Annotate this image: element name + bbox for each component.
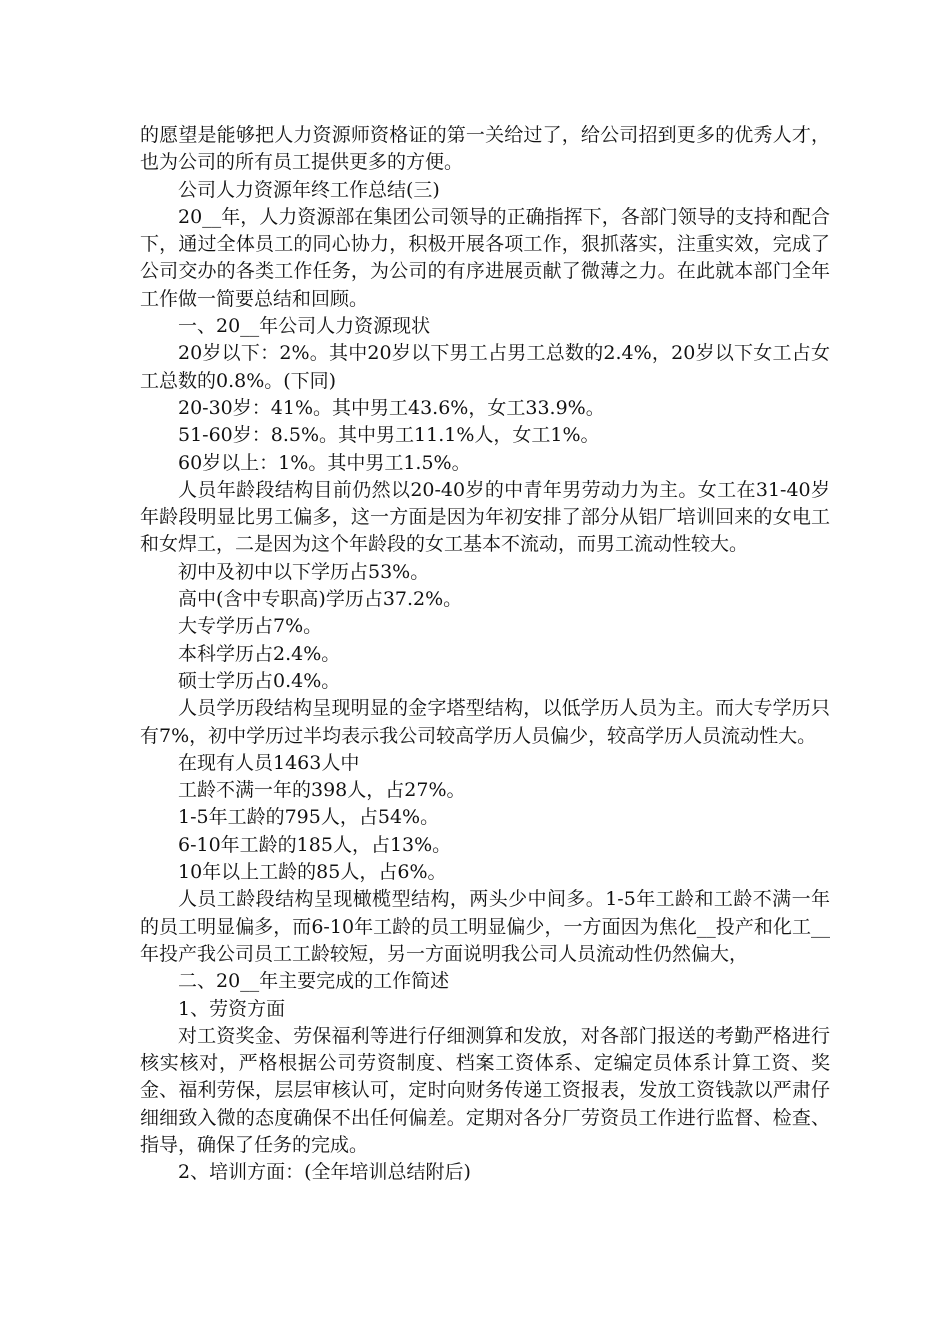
edu-bachelor: 本科学历占2.4%。 <box>178 642 341 665</box>
edu-high-school: 高中(含中专职高)学历占37.2%。 <box>178 588 463 611</box>
age-under-20: 20岁以下：2%。其中20岁以下男工占男工总数的2.4%，20岁以下女工占女工总数的0.8%。(下同) <box>140 342 830 392</box>
heading-hr-status: 一、20__年公司人力资源现状 <box>178 315 431 338</box>
paragraph-intro-continuation: 的愿望是能够把人力资源师资格证的第一关给过了，给公司招到更多的优秀人才，也为公司的所有员工提供更多的方便。 <box>140 124 830 174</box>
tenure-over-10: 10年以上工龄的85人，占6%。 <box>178 861 447 884</box>
tenure-6-10: 6-10年工龄的185人，占13%。 <box>178 833 452 856</box>
tenure-structure-analysis: 人员工龄段结构呈现橄榄型结构，两头少中间多。1-5年工龄和工龄不满一年的员工明显偏多，而6-10年工龄的员工明显偏少，一方面因为焦化__投产和化工__年投产我公司员工工龄较短，另一方面说明我公司人员流动性仍然偏大， <box>140 888 830 965</box>
tenure-1-5: 1-5年工龄的795人，占54%。 <box>178 806 440 829</box>
edu-structure-analysis: 人员学历段结构呈现明显的金字塔型结构，以低学历人员为主。而大专学历只有7%，初中学历过半均表示我公司较高学历人员偏少，较高学历人员流动性大。 <box>140 697 830 747</box>
edu-college: 大专学历占7%。 <box>178 615 323 638</box>
heading-payroll: 1、劳资方面 <box>178 997 286 1020</box>
section-title: 公司人力资源年终工作总结(三) <box>178 178 440 201</box>
tenure-under-1: 工龄不满一年的398人，占27%。 <box>178 779 466 802</box>
age-51-60: 51-60岁：8.5%。其中男工11.1%人，女工1%。 <box>178 424 600 447</box>
age-structure-analysis: 人员年龄段结构目前仍然以20-40岁的中青年男劳动力为主。女工在31-40岁年龄段明显比男工偏多，这一方面是因为年初安排了部分从铝厂培训回来的女电工和女焊工，二是因为这个年龄段的女工基本不流动，而男工流动性较大。 <box>140 478 830 556</box>
age-over-60: 60岁以上：1%。其中男工1.5%。 <box>178 451 471 474</box>
heading-training: 2、培训方面：(全年培训总结附后) <box>178 1161 471 1184</box>
edu-master: 硕士学历占0.4%。 <box>178 669 341 692</box>
paragraph-summary-intro: 20__年，人力资源部在集团公司领导的正确指挥下，各部门领导的支持和配合下，通过全体员工的同心协力，积极开展各项工作，狠抓落实，注重实效，完成了公司交办的各类工作任务，为公司的有序进展贡献了微薄之力。在此就本部门全年工作做一简要总结和回顾。 <box>140 205 830 310</box>
edu-middle-school: 初中及初中以下学历占53%。 <box>178 560 430 583</box>
heading-work-summary: 二、20__年主要完成的工作简述 <box>178 970 450 993</box>
document-body <box>140 122 830 1187</box>
payroll-description: 对工资奖金、劳保福利等进行仔细测算和发放，对各部门报送的考勤严格进行核实核对，严格根据公司劳资制度、档案工资体系、定编定员体系计算工资、奖金、福利劳保，层层审核认可，定时向财务传递工资报表，发放工资钱款以严肃仔细细致入微的态度确保不出任何偏差。定期对各分厂劳资员工作进行监督、检查、指导，确保了任务的完成。 <box>140 1024 830 1156</box>
staff-total: 在现有人员1463人中 <box>178 751 360 774</box>
age-20-30: 20-30岁：41%。其中男工43.6%，女工33.9%。 <box>178 396 605 419</box>
